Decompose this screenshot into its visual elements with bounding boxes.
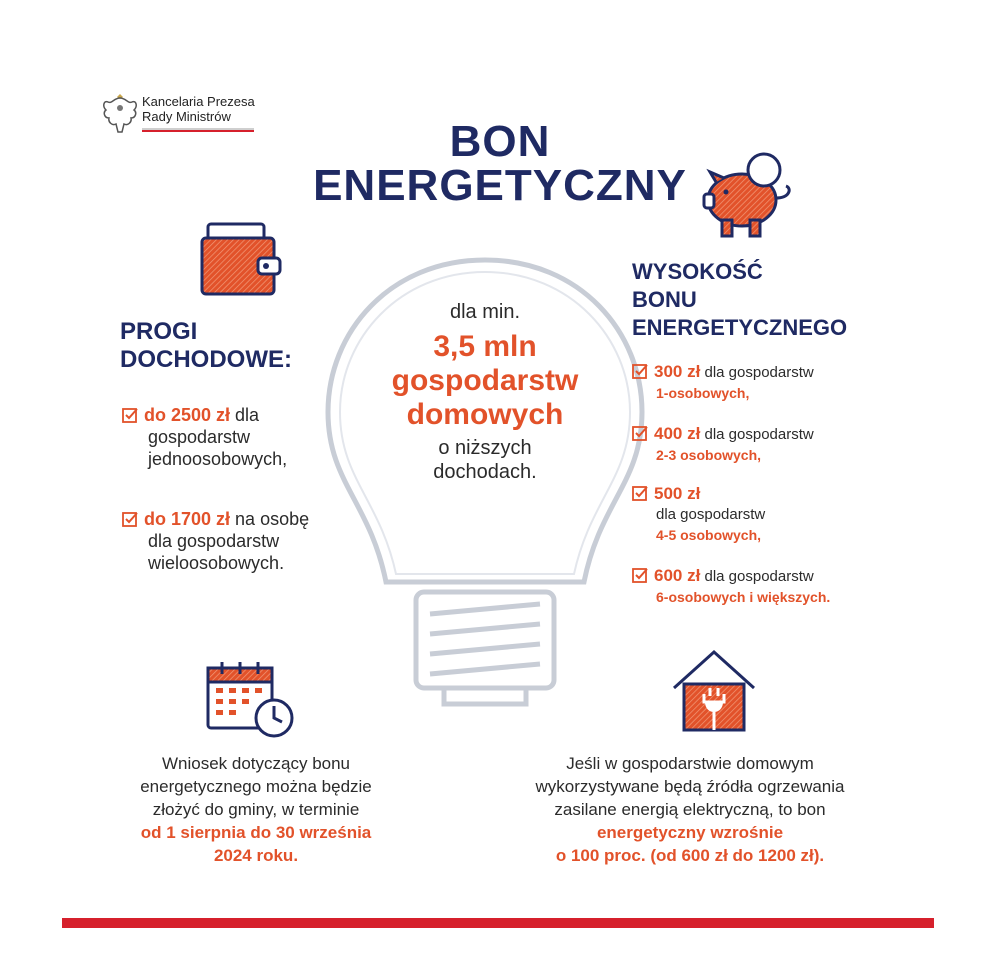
progi-item-1-text2: gospodarstw xyxy=(148,427,251,447)
wniosek-text xyxy=(96,752,416,867)
wysokosc-item-3 xyxy=(632,484,952,545)
progi-title xyxy=(120,318,292,374)
center-big1: 3,5 mln xyxy=(433,330,537,363)
wysokosc-item-2-amount: 400 zł xyxy=(654,424,701,443)
center-line3: dochodach. xyxy=(433,461,537,483)
wysokosc-title xyxy=(632,258,847,342)
wysokosc-item-2-text: dla gospodarstw xyxy=(700,426,814,443)
wysokosc-item-4-text: dla gospodarstw xyxy=(700,568,814,585)
jesli-line1: Jeśli w gospodarstwie domowym xyxy=(566,754,814,773)
wniosek-line1: Wniosek dotyczący bonu xyxy=(161,754,351,773)
logo-text xyxy=(142,94,255,124)
bottom-red-bar xyxy=(62,918,934,928)
jesli-text xyxy=(470,752,910,867)
progi-item-2-highlight: do 1700 zł xyxy=(144,509,231,529)
checkbox-icon xyxy=(632,425,648,441)
progi-item-2-text2: dla gospodarstw xyxy=(148,531,280,551)
wniosek-line2: energetycznego można będzie xyxy=(140,777,372,796)
jesli-line2: wykorzystywane będą źródła ogrzewania xyxy=(535,777,845,796)
wysokosc-item-1-amount: 300 zł xyxy=(654,362,701,381)
progi-item-1-text3: jednoosobowych, xyxy=(148,449,288,469)
kprm-logo xyxy=(100,88,260,148)
wysokosc-item-2-sub: 2-3 osobowych, xyxy=(656,447,762,463)
calendar-clock-icon xyxy=(204,660,300,740)
checkbox-icon xyxy=(632,485,648,501)
title-line1: BON xyxy=(449,117,551,166)
wysokosc-title-line3: ENERGETYCZNEGO xyxy=(632,315,848,340)
progi-item-1-highlight: do 2500 zł xyxy=(144,405,231,425)
wysokosc-item-1 xyxy=(632,362,952,403)
jesli-line3: zasilane energią elektryczną, to bon xyxy=(554,800,826,819)
jesli-line5: o 100 proc. (od 600 zł do 1200 zł). xyxy=(555,846,825,865)
wysokosc-item-4-amount: 600 zł xyxy=(654,566,701,585)
logo-flag-line xyxy=(142,128,254,132)
jesli-line4: energetyczny wzrośnie xyxy=(596,823,784,842)
center-line2: o niższych xyxy=(438,437,532,459)
progi-item-2-text3: wieloosobowych. xyxy=(148,553,285,573)
page-title xyxy=(250,117,750,210)
wysokosc-item-3-text: dla gospodarstw xyxy=(656,506,766,523)
progi-item-2-text1: na osobę xyxy=(230,509,310,529)
progi-item-1 xyxy=(122,404,362,470)
center-big3: domowych xyxy=(406,398,564,431)
checkbox-icon xyxy=(632,567,648,583)
wniosek-line3: złożyć do gminy, w terminie xyxy=(152,800,360,819)
wysokosc-item-4 xyxy=(632,566,972,607)
progi-item-1-text1: dla xyxy=(230,405,260,425)
progi-title-line2: DOCHODOWE: xyxy=(120,346,292,373)
wysokosc-item-1-text: dla gospodarstw xyxy=(700,364,814,381)
wysokosc-item-3-sub: 4-5 osobowych, xyxy=(656,527,762,543)
wysokosc-item-1-sub: 1-osobowych, xyxy=(656,385,750,401)
wysokosc-item-3-amount: 500 zł xyxy=(654,484,701,503)
wysokosc-item-2 xyxy=(632,424,952,465)
center-big2: gospodarstw xyxy=(391,364,579,397)
wniosek-line4: od 1 sierpnia do 30 września xyxy=(140,823,372,842)
wniosek-line5: 2024 roku. xyxy=(213,846,299,865)
logo-line2: Rady Ministrów xyxy=(142,109,231,124)
eagle-emblem-icon xyxy=(100,88,140,136)
wallet-icon xyxy=(198,218,286,298)
wysokosc-title-line1: WYSOKOŚĆ xyxy=(632,259,763,284)
wysokosc-title-line2: BONU xyxy=(632,287,697,312)
wysokosc-item-4-sub: 6-osobowych i większych. xyxy=(656,589,831,605)
progi-item-2 xyxy=(122,508,362,574)
center-text xyxy=(360,300,610,484)
title-line2: ENERGETYCZNY xyxy=(313,161,687,210)
checkbox-icon xyxy=(122,407,138,423)
center-line1: dla min. xyxy=(449,301,521,323)
checkbox-icon xyxy=(632,363,648,379)
logo-line1: Kancelaria Prezesa xyxy=(142,94,255,109)
piggy-bank-icon xyxy=(700,150,804,242)
house-plug-icon xyxy=(670,648,758,734)
checkbox-icon xyxy=(122,511,138,527)
progi-title-line1: PROGI xyxy=(120,318,198,345)
